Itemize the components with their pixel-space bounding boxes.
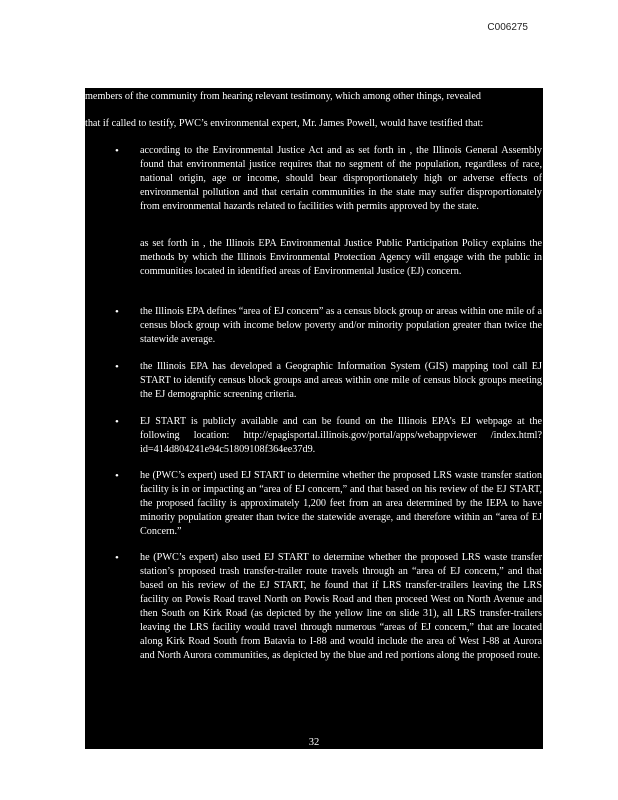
page-number: 32 xyxy=(308,737,320,748)
list-item: he (PWC’s expert) used EJ START to determine whether the proposed LRS waste transfer station facility is in or impacting an “area of EJ concern,” and that based on his review of the EJ START, the proposed facility is approximately 1,200 feet from an area determined by the IEPA to have minority population greater than twice the statewide average, and therefore within an “area of EJ Concern.” xyxy=(140,470,542,537)
document-control-number: C006275 xyxy=(487,22,528,33)
list-item: he (PWC’s expert) also used EJ START to determine whether the proposed LRS waste transfer station’s proposed trash transfer-trailer route travels through an “area of EJ concern,” and that based on his review of the EJ START, he found that if LRS transfer-trailers leaving the LRS facility on Powis Road travel North on Powis Road and then proceed West on North Avenue and then South on Kirk Road (as depicted by the yellow line on slide 31), all LRS transfer-trailers leaving the LRS facility would travel through numerous “areas of EJ concern,” that are located along Kirk Road South from Batavia to I-88 and would include the area of West I-88 at Aurora and North Aurora communities, as depicted by the blue and red portions along the proposed route. xyxy=(140,552,542,661)
intro-line-1: members of the community from hearing relevant testimony, which among other things, revealed xyxy=(85,91,481,102)
bullet-icon: • xyxy=(115,470,119,482)
list-item: the Illinois EPA has developed a Geographic Information System (GIS) mapping tool call EJ START to identify census block groups and areas within one mile of census block groups meeting the EJ demographic screening criteria. xyxy=(140,361,542,400)
bullet-icon: • xyxy=(115,552,119,564)
intro-line-2: that if called to testify, PWC’s environmental expert, Mr. James Powell, would have testified that: xyxy=(85,118,484,129)
bullet-icon: • xyxy=(115,361,119,373)
bullet-icon: • xyxy=(115,416,119,428)
list-item: according to the Environmental Justice Act and as set forth in , the Illinois General Assembly found that environmental justice requires that no segment of the population, regardless of race, national origin, age or income, should bear disproportionately high or adverse effects of environmental pollution and that certain communities in the state may suffer disproportionately from environmental hazards related to facilities with permits approved by the state. xyxy=(140,145,542,212)
list-item: EJ START is publicly available and can be found on the Illinois EPA’s EJ webpage at the following location: http://epagisportal.illinois.gov/portal/apps/webappviewer /index.html?id=414d804241e94c51809108f364ee37d9. xyxy=(140,416,542,455)
bullet-icon: • xyxy=(115,145,119,157)
list-item: the Illinois EPA defines “area of EJ concern” as a census block group or areas within one mile of a census block group with income below poverty and/or minority population greater than twice the statewide average. xyxy=(140,306,542,345)
bullet-icon: • xyxy=(115,306,119,318)
list-item: as set forth in , the Illinois EPA Environmental Justice Public Participation Policy explains the methods by which the Illinois Environmental Protection Agency will engage with the public in communities located in identified areas of Environmental Justice (EJ) concern. xyxy=(140,238,542,277)
document-page-body xyxy=(85,88,543,749)
